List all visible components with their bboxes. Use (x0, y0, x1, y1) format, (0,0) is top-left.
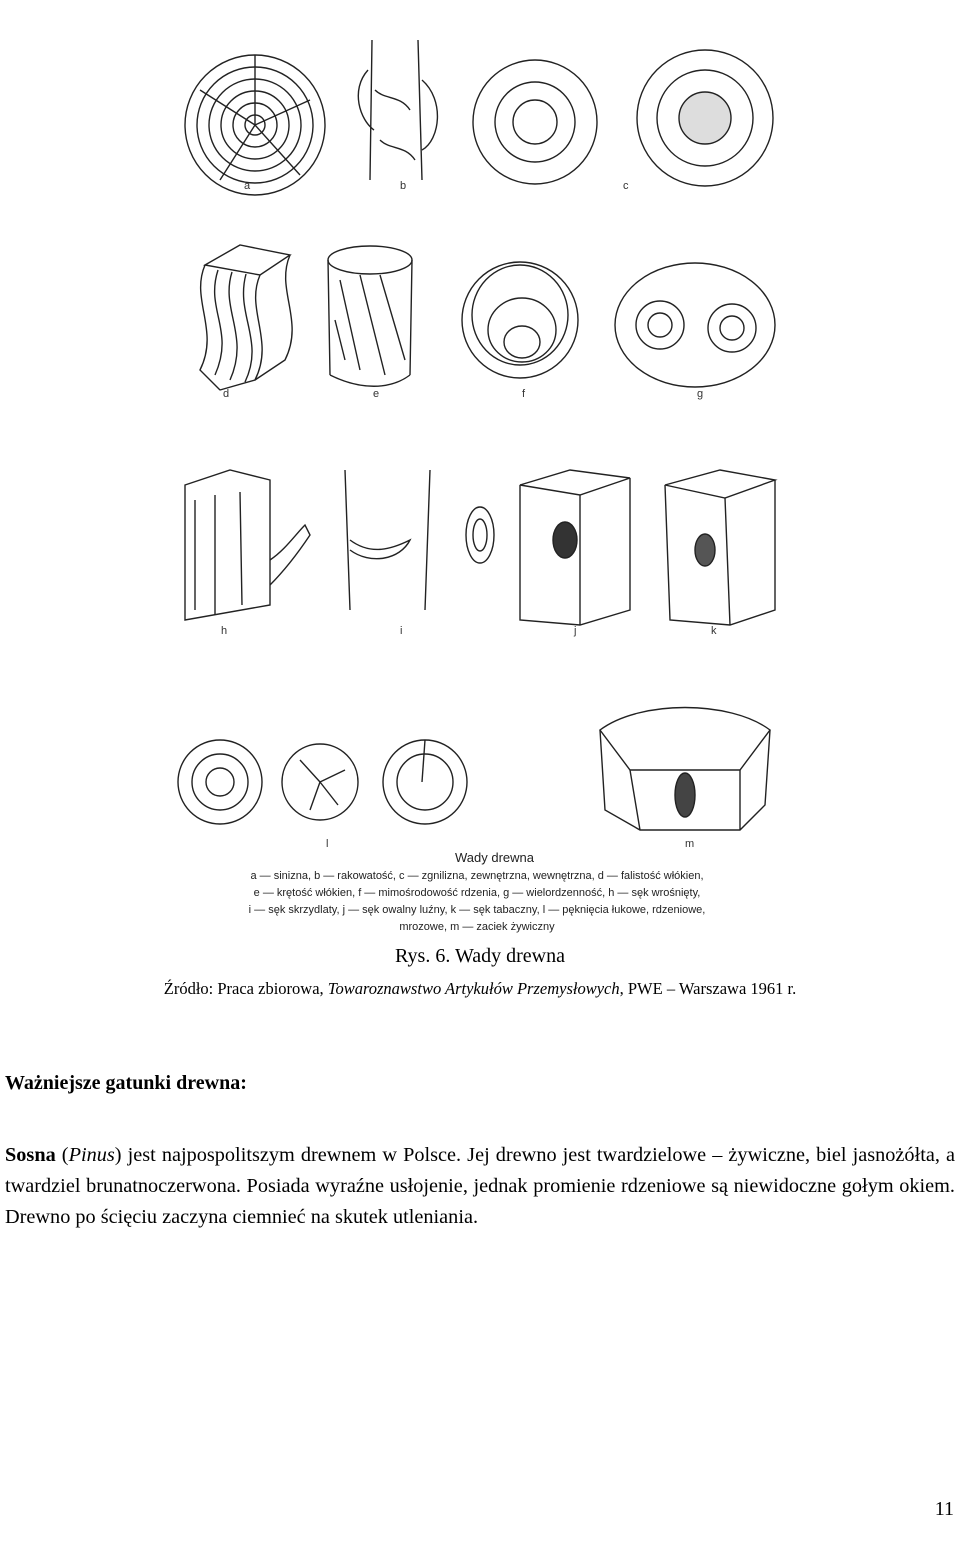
latin-name: Pinus (68, 1144, 115, 1166)
figure-caption: Rys. 6. Wady drewna (395, 945, 565, 967)
section-heading: Ważniejsze gatunki drewna: (5, 1072, 247, 1094)
legend-line: e — krętość włókien, f — mimośrodowość rdzenia, g — wielordzenność, h — sęk wrośnięty, (253, 887, 701, 899)
label-g: g (697, 388, 704, 400)
defect-d-drawing (200, 245, 292, 390)
label-k: k (711, 625, 717, 637)
species-name: Sosna (5, 1144, 56, 1166)
label-m: m (685, 838, 695, 850)
defect-b-drawing (358, 40, 437, 180)
source-suffix: , PWE – Warszawa 1961 r. (619, 979, 797, 998)
figure-legend (172, 868, 782, 936)
legend-line: a — sinizna, b — rakowatość, c — zgnilizna, zewnętrzna, wewnętrzna, d — falistość włókien, (250, 870, 704, 882)
defect-g-drawing (615, 263, 775, 387)
defect-h-drawing (185, 470, 310, 620)
label-c: c (623, 180, 629, 192)
defect-l-drawing (178, 740, 467, 824)
label-a: a (244, 180, 251, 192)
legend-line: i — sęk skrzydlaty, j — sęk owalny luźny, k — sęk tabaczny, l — pęknięcia łukowe, rdzeniowe, (248, 904, 706, 916)
figure-title: Wady drewna (455, 850, 534, 865)
figure-source (0, 979, 960, 999)
label-e: e (373, 388, 380, 400)
label-h: h (221, 625, 228, 637)
label-f: f (522, 388, 526, 400)
defect-f-drawing (462, 262, 578, 378)
page-number: 11 (934, 1498, 954, 1520)
legend-line: mrozowe, m — zaciek żywiczny (399, 921, 555, 933)
label-l: l (326, 838, 329, 850)
defect-e-drawing (328, 246, 412, 386)
defect-i-drawing (345, 470, 494, 610)
source-prefix: Źródło: Praca zbiorowa, (163, 979, 328, 998)
defect-c-drawing (473, 50, 773, 186)
source-book-title: Towaroznawstwo Artykułów Przemysłowych (327, 979, 620, 998)
latin-open: ( (55, 1144, 69, 1166)
wood-defects-figure (160, 30, 800, 930)
defect-j-drawing (520, 470, 630, 625)
paragraph-text: ) jest najpospolitszym drewnem w Polsce. Jej drewno jest twardzielowe – żywiczne, biel jasnożółta, a twardziel brunatnoczerwona. Posiada wyraźne usłojenie, jednak promienie rdzeniowe są niewidoczne gołym okiem. Drewno po ścięciu zaczyna ciemnieć na skutek utleniania. (5, 1144, 955, 1228)
defect-a-drawing (185, 55, 325, 195)
label-j: j (574, 625, 577, 637)
body-paragraph (5, 1140, 955, 1233)
defect-m-drawing (600, 708, 770, 831)
label-b: b (400, 180, 407, 192)
defect-k-drawing (665, 470, 775, 625)
label-d: d (223, 388, 230, 400)
label-i: i (400, 625, 403, 637)
wood-defects-illustration (160, 30, 800, 850)
